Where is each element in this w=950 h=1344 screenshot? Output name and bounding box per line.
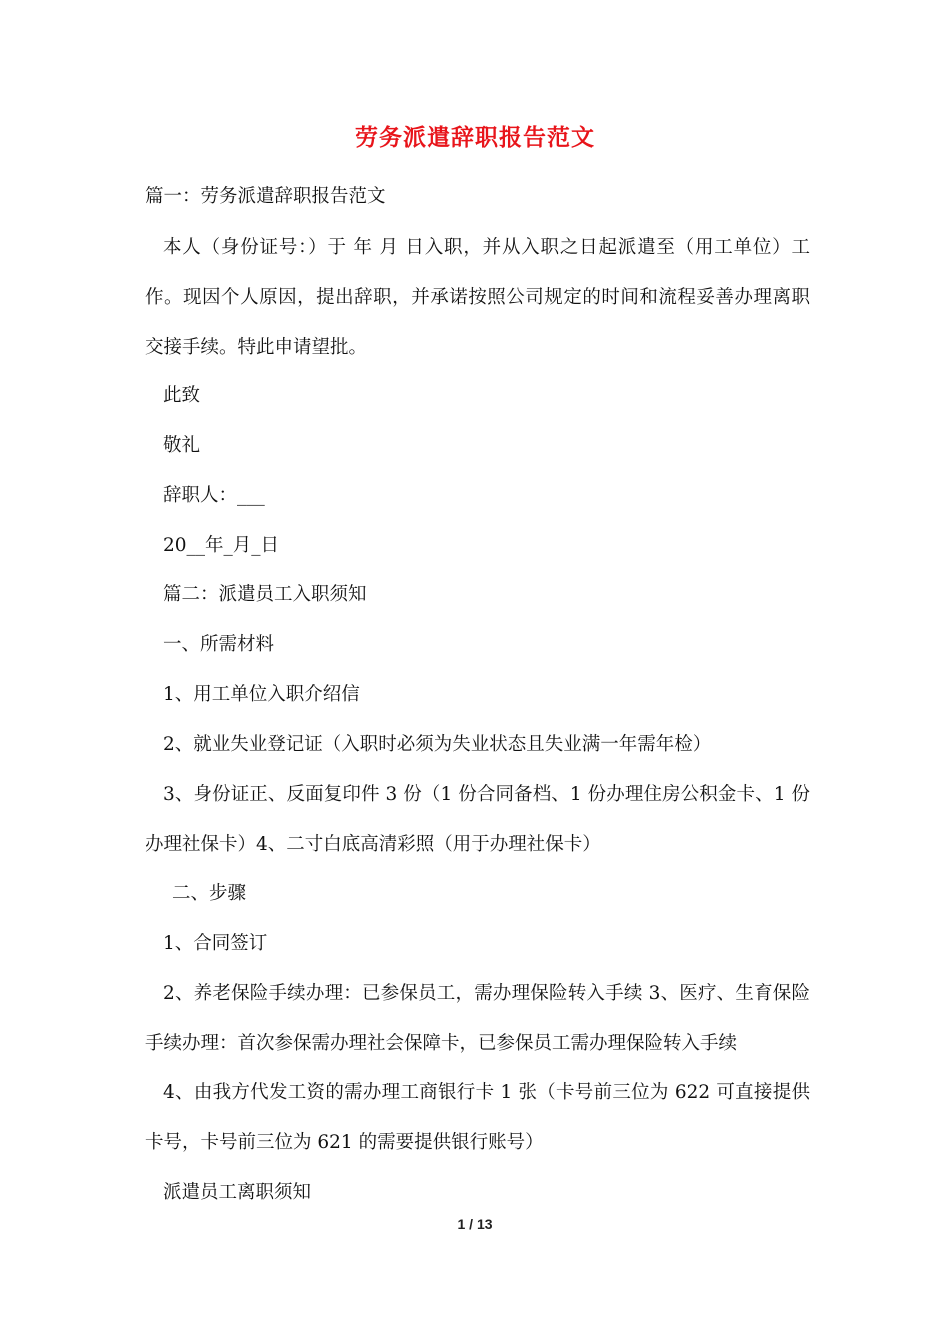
document-title: 劳务派遣辞职报告范文 <box>355 124 595 151</box>
material-item-2: 2、就业失业登记证（入职时必须为失业状态且失业满一年需年检） <box>163 734 712 755</box>
material-item-1: 1、用工单位入职介绍信 <box>163 684 360 705</box>
material-item-3: 3、身份证正、反面复印件 3 份（1 份合同备档、1 份办理住房公积金卡、1 份办理社保卡）4、二寸白底高清彩照（用于办理社保卡） <box>145 784 810 855</box>
step-item-1: 1、合同签订 <box>163 933 268 954</box>
section1-heading: 篇一：劳务派遣辞职报告范文 <box>145 186 386 207</box>
date-line: 20__年_月_日 <box>163 535 280 556</box>
step-item-4: 4、由我方代发工资的需办理工商银行卡 1 张（卡号前三位为 622 可直接提供卡号，卡号前三位为 621 的需要提供银行账号） <box>145 1082 810 1153</box>
closing-line-1: 此致 <box>163 385 201 406</box>
section2-heading: 篇二：派遣员工入职须知 <box>163 584 367 605</box>
materials-heading: 一、所需材料 <box>163 634 275 655</box>
page-indicator: 1 / 13 <box>457 1216 493 1232</box>
steps-heading: 二、步骤 <box>172 883 247 904</box>
signer-line: 辞职人：___ <box>163 485 265 506</box>
leaving-heading: 派遣员工离职须知 <box>163 1182 312 1203</box>
paragraph-resignation: 本人（身份证号：）于 年 月 日入职，并从入职之日起派遣至（用工单位）工作。现因个人原因，提出辞职，并承诺按照公司规定的时间和流程妥善办理离职交接手续。特此申请望批。 <box>145 237 810 358</box>
closing-line-2: 敬礼 <box>163 435 201 456</box>
step-item-2: 2、养老保险手续办理：已参保员工，需办理保险转入手续 3、医疗、生育保险手续办理：首次参保需办理社会保障卡，已参保员工需办理保险转入手续 <box>145 983 810 1054</box>
